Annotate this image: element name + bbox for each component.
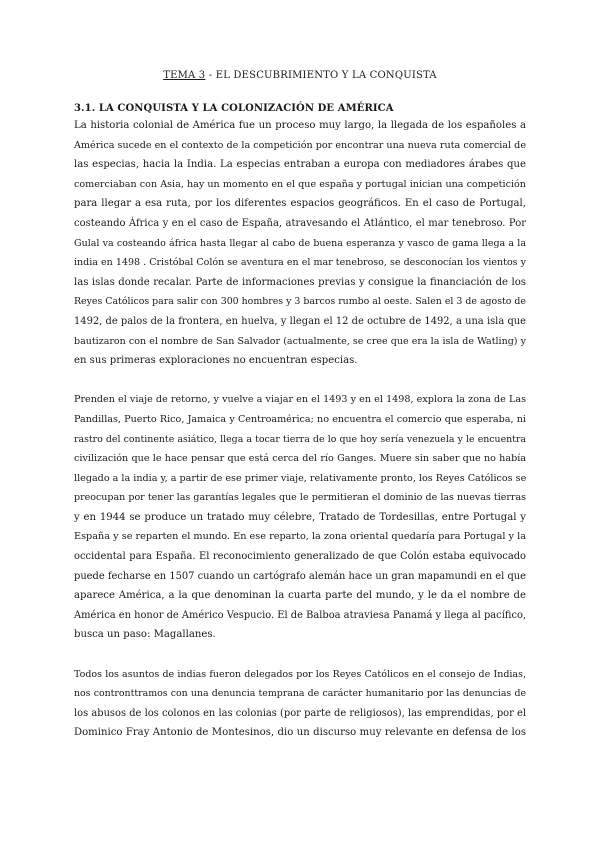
text-line: Prenden el viaje de retorno, y vuelve a viajar en el 1493 y en el 1498, explora la zona de Las: [74, 394, 526, 406]
text-line: y en 1944 se produce un tratado muy célebre, Tratado de Tordesillas, entre Portugal y: [74, 511, 526, 523]
text-line: las especias, hacia la India. La especias entraban a europa con mediadores árabes que: [74, 159, 526, 171]
text-line: bautizaron con el nombre de San Salvador (actualmente, se cree que era la isla de Watling) y: [74, 335, 526, 347]
text-line: Pandillas, Puerto Rico, Jamaica y Centroamérica; no encuentra el comercio que esperaba, ni: [74, 413, 526, 425]
text-line: 1492, de palos de la frontera, en huelva, y llegan el 12 de octubre de 1492, a una isla que: [74, 315, 526, 327]
topic-label: TEMA 3: [163, 70, 206, 81]
document-page: [74, 70, 526, 743]
paragraph-2: [74, 390, 526, 645]
text-line: costeando África y en el caso de España, atravesando el Atlántico, el mar tenebroso. Por: [74, 217, 526, 229]
text-line: las islas donde recalar. Parte de informaciones previas y consigue la financiación de los: [74, 276, 526, 288]
text-line: llegado a la india y, a partir de ese primer viaje, relativamente pronto, los Reyes Católicos se: [74, 472, 527, 484]
text-line: Dominico Fray Antonio de Montesinos, dio un discurso muy relevante en defensa de los: [74, 727, 526, 739]
text-line: España y se reparten el mundo. En ese reparto, la zona oriental quedaría para Portugal y la: [74, 531, 526, 543]
text-line: para llegar a esa ruta, por los diferentes espacios geográficos. En el caso de Portugal,: [74, 198, 526, 210]
text-line: Reyes Católicos para salir con 300 hombres y 3 barcos rumbo al oeste. Salen el 3 de agosto de: [74, 296, 526, 308]
text-line: en sus primeras exploraciones no encuentran especias.: [74, 355, 358, 367]
paragraph-3: [74, 665, 526, 743]
text-line: rastro del continente asiático, llega a tocar tierra de lo que hoy sería venezuela y le encuentra: [74, 433, 526, 445]
paragraph-1: [74, 116, 526, 371]
paragraph-gap: [74, 371, 526, 391]
text-line: india en 1498 . Cristóbal Colón se aventura en el mar tenebroso, se desconocían los vientos y: [74, 257, 526, 269]
text-line: América sucede en el contexto de la competición por encontrar una nueva ruta comercial de: [74, 139, 526, 151]
text-line: occidental para España. El reconocimiento generalizado de que Colón estaba equivocado: [74, 551, 526, 563]
text-line: América en honor de Américo Vespucio. El de Balboa atraviesa Panamá y llega al pacífico,: [74, 609, 527, 621]
text-line: preocupan por tener las garantías legales que le permitieran el dominio de las nuevas tierras: [74, 492, 526, 504]
text-line: comerciaban con Asia, hay un momento en el que españa y portugal inician una competición: [74, 178, 526, 190]
section-heading: 3.1. LA CONQUISTA Y LA COLONIZACIÓN DE AMÉRICA: [74, 103, 394, 114]
text-line: puede fecharse en 1507 cuando un cartógrafo alemán hace un gran mapamundi en el que: [74, 570, 526, 582]
paragraph-gap: [74, 645, 526, 665]
text-line: Gulal va costeando áfrica hasta llegar al cabo de buena esperanza y vasco de gama llega a la: [74, 237, 526, 249]
page-title: [74, 70, 526, 81]
text-line: los abusos de los colonos en las colonias (por parte de religiosos), las emprendidas, por el: [74, 707, 526, 719]
text-line: civilización que le hace pensar que está cerca del río Ganges. Muere sin saber que no había: [74, 453, 526, 465]
text-line: Todos los asuntos de indias fueron delegados por los Reyes Católicos en el consejo de Indias,: [74, 668, 526, 680]
text-line: busca un paso: Magallanes.: [74, 629, 216, 641]
text-line: aparece América, a la que denominan la cuarta parte del mundo, y le da el nombre de: [74, 590, 526, 602]
text-line: nos contronttramos con una denuncia temprana de carácter humanitario por las denuncias de: [74, 688, 526, 700]
title-rest: - EL DESCUBRIMIENTO Y LA CONQUISTA: [205, 70, 437, 81]
text-line: La historia colonial de América fue un proceso muy largo, la llegada de los españoles a: [74, 120, 526, 131]
